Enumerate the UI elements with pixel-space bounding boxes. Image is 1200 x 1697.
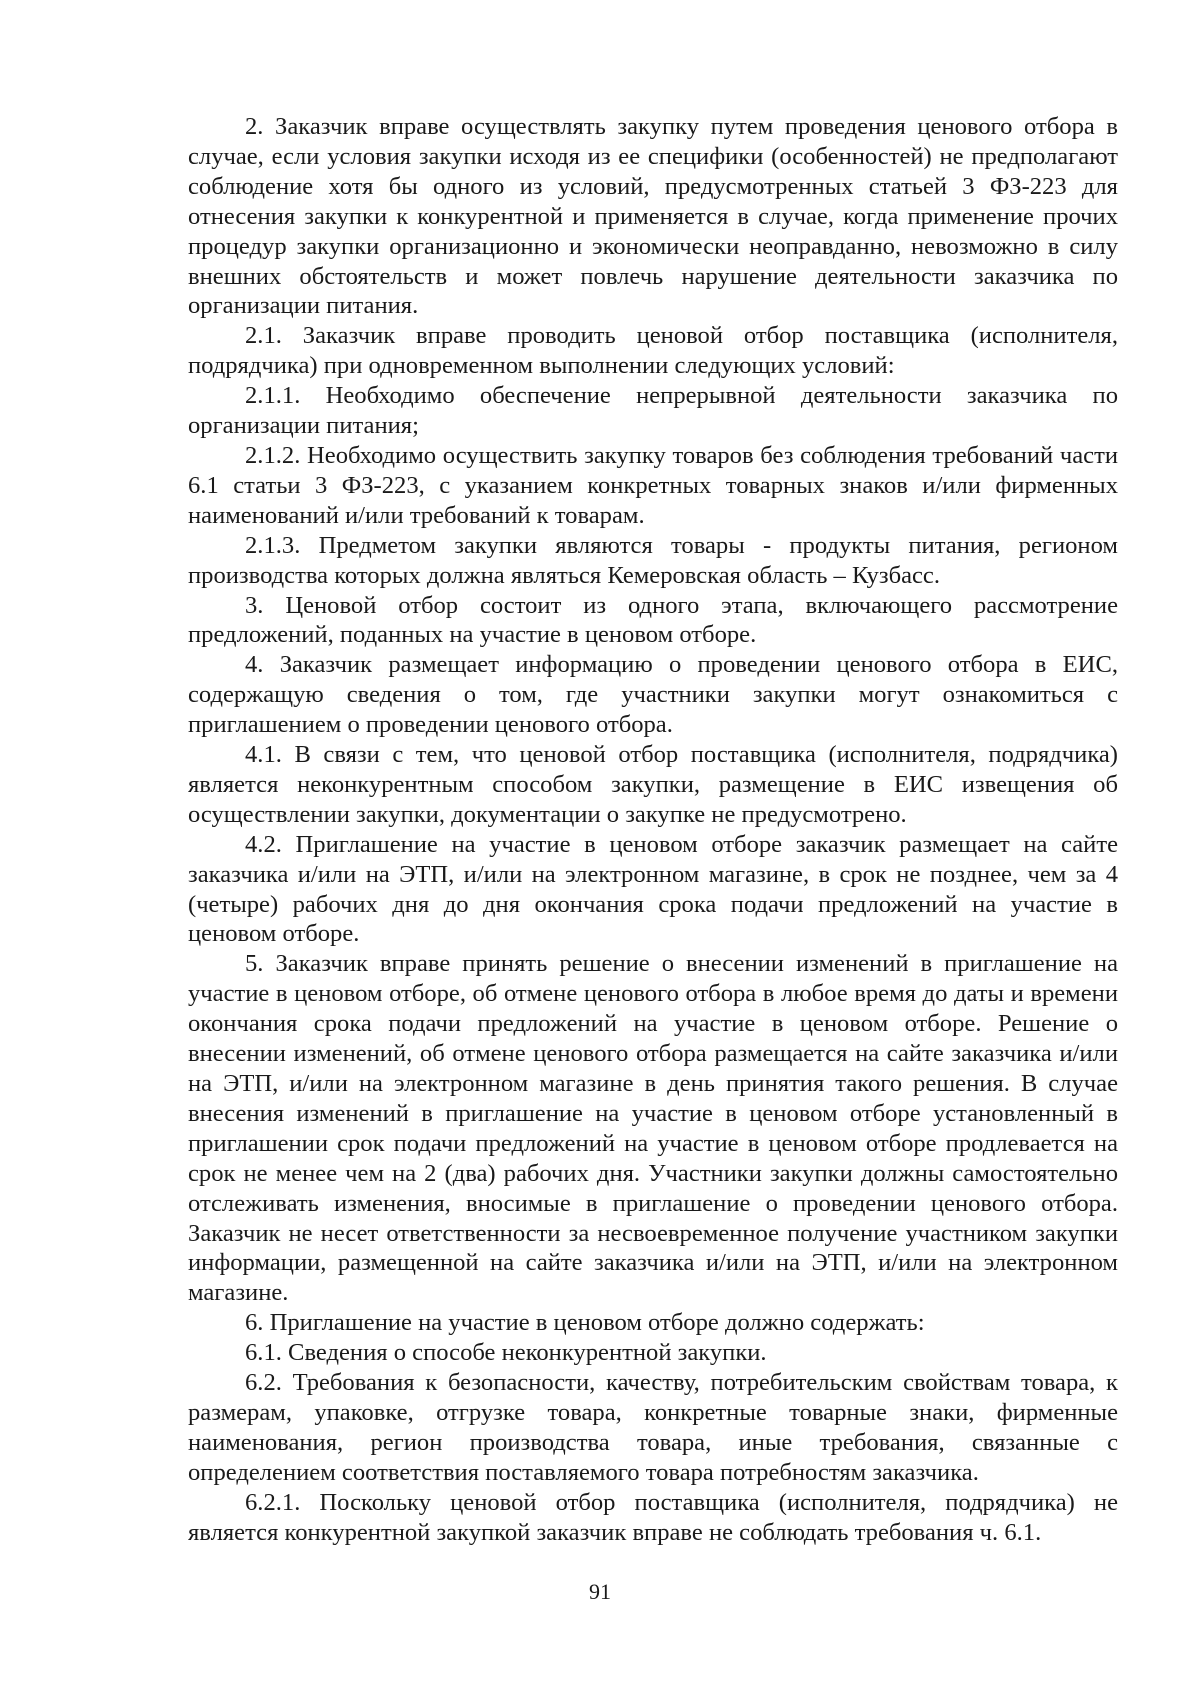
paragraph-4-2: 4.2. Приглашение на участие в ценовом отборе заказчик размещает на сайте заказчика и/или на ЭТП, и/или на электронном магазине, в срок не позднее, чем за 4 (четыре) рабочих дня до дня окончания срока подачи предложений на участие в ценовом отборе. xyxy=(188,830,1118,948)
paragraph-2-1-1: 2.1.1. Необходимо обеспечение непрерывной деятельности заказчика по организации питания; xyxy=(188,382,1118,440)
paragraph-6-1: 6.1. Сведения о способе неконкурентной закупки. xyxy=(245,1339,767,1367)
paragraph-2-1: 2.1. Заказчик вправе проводить ценовой отбор поставщика (исполнителя, подрядчика) при одновременном выполнении следующих условий: xyxy=(188,322,1118,380)
paragraph-6-2: 6.2. Требования к безопасности, качеству, потребительским свойствам товара, к размерам, упаковке, отгрузке товара, конкретные товарные знаки, фирменные наименования, регион производства товара, иные требования, связанные с определением соответствия поставляемого товара потребностям заказчика. xyxy=(188,1369,1118,1486)
paragraph-2-1-3: 2.1.3. Предметом закупки являются товары - продукты питания, регионом производства которых должна являться Кемеровская область – Кузбасс. xyxy=(188,531,1118,589)
paragraph-2-1-2: 2.1.2. Необходимо осуществить закупку товаров без соблюдения требований части 6.1 статьи 3 ФЗ-223, с указанием конкретных товарных знаков и/или фирменных наименований и/или требований к товарам. xyxy=(188,441,1118,529)
paragraph-2: 2. Заказчик вправе осуществлять закупку путем проведения ценового отбора в случае, если условия закупки исходя из ее специфики (особенностей) не предполагают соблюдение хотя бы одного из условий, предусмотренных статьей 3 ФЗ-223 для отнесения закупки к конкурентной и применяется в случае, когда применение прочих процедур закупки организационно и экономически неоправданно, невозможно в силу внешних обстоятельств и может повлечь нарушение деятельности заказчика по организации питания. xyxy=(188,113,1118,320)
page-number: 91 xyxy=(589,1579,611,1604)
paragraph-5: 5. Заказчик вправе принять решение о внесении изменений в приглашение на участие в ценовом отборе, об отмене ценового отбора в любое время до даты и времени окончания срока подачи предложений на участие в ценовом отборе. Решение о внесении изменений, об отмене ценового отбора размещается на сайте заказчика и/или на ЭТП, и/или на электронном магазине в день принятия такого решения. В случае внесения изменений в приглашение на участие в ценовом отборе установленный в приглашении срок подачи предложений на участие в ценовом отборе продлевается на срок не менее чем на 2 (два) рабочих дня. Участники закупки должны самостоятельно отслеживать изменения, вносимые в приглашение о проведении ценового отбора. Заказчик не несет ответственности за несвоевременное получение участником закупки информации, размещенной на сайте заказчика и/или на ЭТП, и/или на электронном магазине. xyxy=(188,950,1118,1307)
paragraph-4-1: 4.1. В связи с тем, что ценовой отбор поставщика (исполнителя, подрядчика) является неконкурентным способом закупки, размещение в ЕИС извещения об осуществлении закупки, документации о закупке не предусмотрено. xyxy=(188,741,1118,828)
document-body xyxy=(188,112,1118,1548)
paragraph-6: 6. Приглашение на участие в ценовом отборе должно содержать: xyxy=(245,1309,925,1337)
paragraph-4: 4. Заказчик размещает информацию о проведении ценового отбора в ЕИС, содержащую сведения о том, где участники закупки могут ознакомиться с приглашением о проведении ценового отбора. xyxy=(188,651,1118,739)
paragraph-3: 3. Ценовой отбор состоит из одного этапа, включающего рассмотрение предложений, поданных на участие в ценовом отборе. xyxy=(188,591,1118,649)
paragraph-6-2-1: 6.2.1. Поскольку ценовой отбор поставщика (исполнителя, подрядчика) не является конкурентной закупкой заказчик вправе не соблюдать требования ч. 6.1. xyxy=(188,1488,1118,1546)
